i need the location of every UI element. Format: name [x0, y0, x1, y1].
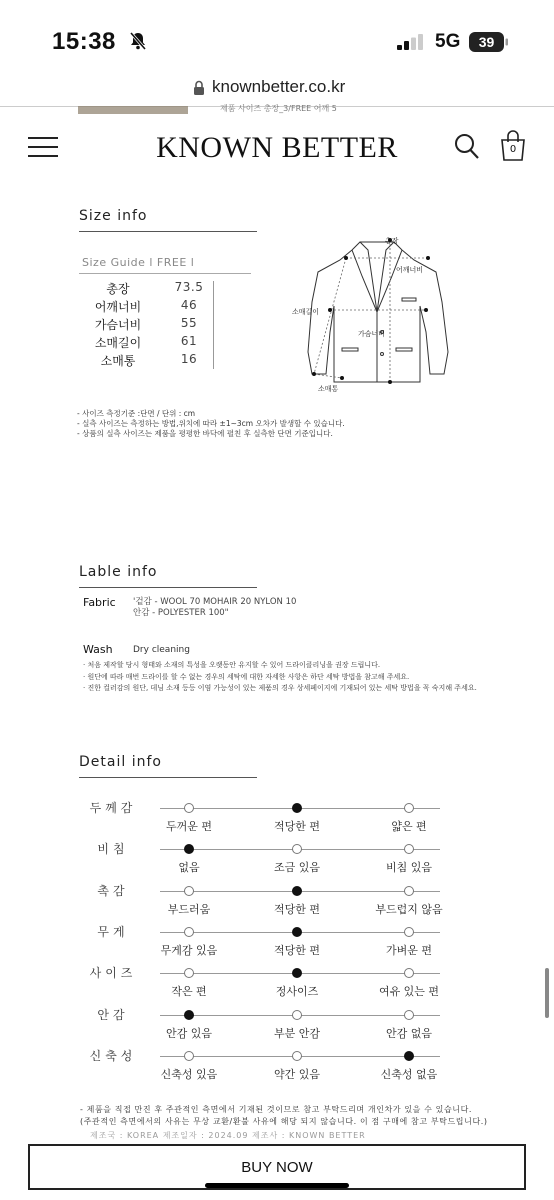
detail-row-label: 안감: [97, 1008, 129, 1022]
url-text[interactable]: knownbetter.co.kr: [212, 77, 346, 96]
status-time: 15:38: [52, 28, 116, 55]
section-divider: [79, 777, 257, 778]
detail-scale-option: 없음: [178, 861, 200, 874]
cart-button[interactable]: [499, 130, 527, 162]
size-notes: [77, 409, 345, 439]
buy-now-button[interactable]: BUY NOW: [28, 1144, 526, 1190]
detail-row-label: 두께감: [89, 801, 137, 815]
detail-scale-option: 부드럽지 않음: [375, 903, 443, 916]
detail-scale-dot-selected: [404, 1051, 414, 1061]
detail-scale-option: 적당한 편: [273, 944, 320, 957]
table-divider: [79, 273, 251, 274]
scrollbar[interactable]: [545, 968, 549, 1018]
detail-footnotes: [80, 1104, 488, 1128]
footnote-line: - 제품을 직접 만진 후 주관적인 측면에서 기재된 것이므로 참고 부탁드리며 개인차가 있을 수 있습니다.: [80, 1105, 473, 1114]
detail-scale-option: 여유 있는 편: [378, 985, 440, 998]
detail-row-label: 신축성: [89, 1049, 137, 1063]
diagram-label-sleeve-width: 소매통: [318, 385, 339, 393]
detail-scale-dot: [184, 886, 194, 896]
browser-url-bar[interactable]: [0, 75, 554, 105]
detail-scale-option: 무게감 있음: [160, 944, 218, 957]
wash-label: Wash: [83, 643, 113, 656]
fabric-line: 안감 - POLYESTER 100": [133, 608, 229, 618]
detail-scale-dot: [404, 844, 414, 854]
cart-count: 0: [509, 144, 517, 155]
detail-scale-dot: [404, 927, 414, 937]
network-type: 5G: [435, 31, 461, 52]
size-info-title: Size info: [79, 208, 148, 224]
detail-scale-option: 작은 편: [171, 985, 207, 998]
size-value: 16: [180, 352, 198, 366]
size-row: [79, 352, 249, 370]
size-row: [79, 298, 249, 316]
detail-scale-option: 신축성 있음: [160, 1068, 218, 1081]
product-image-sliver: [78, 106, 188, 114]
section-divider: [79, 231, 257, 232]
detail-scale-dot-selected: [292, 803, 302, 813]
detail-scale-option: 부드러움: [167, 903, 211, 916]
detail-scale-option: 가벼운 편: [385, 944, 432, 957]
detail-scale-option: 적당한 편: [273, 820, 320, 833]
size-value: 46: [180, 298, 198, 312]
detail-scale-dot-selected: [184, 1010, 194, 1020]
status-bar: [0, 0, 554, 75]
signal-icon: [397, 34, 425, 50]
jacket-measurement-diagram: [290, 232, 465, 397]
size-row: [79, 334, 249, 352]
detail-scale-dot-selected: [292, 886, 302, 896]
detail-scale-option: 부분 안감: [273, 1027, 320, 1040]
table-column-divider: [213, 281, 214, 369]
detail-row-label: 사이즈: [89, 966, 137, 980]
detail-info-title: Detail info: [79, 754, 162, 770]
detail-scale-dot-selected: [184, 844, 194, 854]
detail-scale-option: 비침 있음: [385, 861, 432, 874]
section-divider: [79, 587, 257, 588]
detail-scale-option: 신축성 없음: [380, 1068, 438, 1081]
size-row: [79, 280, 249, 298]
detail-scale-dot: [404, 886, 414, 896]
detail-row-label: 무게: [97, 925, 129, 939]
detail-scale-option: 적당한 편: [273, 903, 320, 916]
detail-scale-option: 안감 있음: [165, 1027, 212, 1040]
size-guide-header: Size Guide l FREE l: [82, 256, 195, 269]
wash-note-line: · 원단에 따라 매번 드라이를 할 수 없는 경우의 세탁에 대한 자세한 사항은 하단 세탁 방법을 참고해 주세요.: [83, 672, 410, 681]
diagram-label-sleeve-length: 소매길이: [292, 308, 320, 316]
battery-level: 39: [478, 34, 495, 50]
detail-row-label: 비침: [97, 842, 129, 856]
detail-scale-option: 약간 있음: [273, 1068, 320, 1081]
home-indicator[interactable]: [205, 1183, 349, 1188]
size-label: 소매길이: [94, 336, 142, 350]
fabric-line: '겉감 - WOOL 70 MOHAIR 20 NYLON 10: [133, 597, 297, 607]
footnote-line: (주관적인 측면에서의 사유는 무상 교환/환불 사유에 해당 되지 않습니다. 이 점 구매에 참고 부탁드립니다.): [80, 1117, 488, 1126]
detail-scale-dot: [184, 803, 194, 813]
search-icon[interactable]: [454, 133, 480, 161]
fabric-value: [133, 597, 296, 619]
size-value: 61: [180, 334, 198, 348]
detail-scale-option: 두꺼운 편: [165, 820, 212, 833]
battery-icon: [469, 32, 509, 52]
diagram-label-shoulder: 어깨너비: [396, 266, 424, 274]
lock-icon: [193, 80, 205, 96]
wash-note-line: · 진한 컬러감의 원단, 데님 소재 등등 이염 가능성이 있는 제품의 경우 상세페이지에 기재되어 있는 세탁 방법을 꼭 숙지해 주세요.: [83, 684, 477, 692]
detail-scale-dot: [404, 803, 414, 813]
site-logo[interactable]: KNOWN BETTER: [156, 131, 398, 164]
detail-scale-dot: [184, 1051, 194, 1061]
detail-scale-dot: [404, 1010, 414, 1020]
note-line: - 상품의 실측 사이즈는 제품을 평평한 바닥에 펼친 후 실측한 단면 기준입니다.: [77, 429, 333, 438]
wash-value: Dry cleaning: [133, 645, 190, 655]
detail-scale-option: 정사이즈: [275, 985, 319, 998]
size-label: 총장: [106, 282, 130, 296]
detail-row-label: 촉감: [97, 884, 129, 898]
detail-scale-dot: [404, 968, 414, 978]
wash-note-line: · 처음 제작할 당시 형태와 소재의 특성을 오랫동안 유지할 수 있어 드라이클리닝을 권장 드립니다.: [83, 661, 381, 669]
detail-scale-dot: [292, 1010, 302, 1020]
detail-scale-dot: [292, 844, 302, 854]
note-line: - 사이즈 측정기준 :단면 / 단위 : cm: [77, 409, 196, 418]
detail-scale-option: 얇은 편: [391, 820, 427, 833]
detail-scale-dot-selected: [292, 927, 302, 937]
detail-scale-dot: [184, 927, 194, 937]
label-info-title: Lable info: [79, 564, 158, 580]
diagram-label-length: 총장: [385, 237, 399, 245]
detail-scale-dot: [184, 968, 194, 978]
diagram-label-chest: 가슴너비: [358, 330, 386, 338]
size-value: 55: [180, 316, 198, 330]
wash-notes: [83, 660, 477, 695]
detail-scale-option: 조금 있음: [273, 861, 320, 874]
size-row: [79, 316, 249, 334]
fabric-label: Fabric: [83, 596, 116, 609]
product-origin-text: 제조국 : KOREA 제조일자 : 2024.09 제조사 : KNOWN BETTER: [90, 1131, 366, 1140]
size-label: 어깨너비: [94, 300, 142, 314]
size-value: 73.5: [174, 280, 204, 294]
detail-scale-option: 안감 없음: [385, 1027, 432, 1040]
note-line: - 실측 사이즈는 측정하는 방법,위치에 따라 ±1~3cm 오차가 발생할 수 있습니다.: [77, 419, 345, 428]
size-label: 가슴너비: [94, 318, 142, 332]
detail-scale-dot: [292, 1051, 302, 1061]
detail-scale-dot-selected: [292, 968, 302, 978]
bell-slash-icon: [128, 31, 148, 51]
scrolled-text-sliver: 제품 사이즈 총장_3/FREE 어깨 5: [220, 104, 337, 113]
size-label: 소매통: [100, 354, 136, 368]
